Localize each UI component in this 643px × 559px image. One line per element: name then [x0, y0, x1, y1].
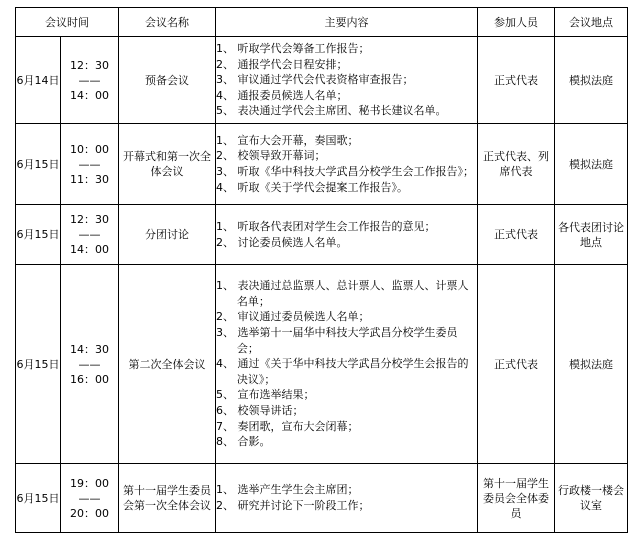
content-item: 3、 审议通过学代会代表资格审查报告；: [216, 73, 414, 87]
content-item: 4、 通过《关于华中科技大学武昌分校学生会报告的决议》；: [216, 357, 469, 386]
time-separator: ——: [78, 73, 101, 87]
time-start: 14：30: [70, 342, 109, 356]
header-time: 会议时间: [16, 8, 119, 37]
content-item: 5、 表决通过学代会主席团、秘书长建议名单。: [216, 104, 447, 118]
schedule-wrapper: [15, 7, 628, 533]
content-item: 2、 讨论委员候选人名单。: [216, 235, 348, 249]
meeting-content: [216, 464, 478, 533]
header-content: 主要内容: [216, 8, 478, 37]
meeting-name: 开幕式和第一次全体会议: [119, 124, 216, 205]
meeting-time: [61, 205, 119, 265]
meeting-schedule-table: [15, 7, 628, 533]
meeting-name: 分团讨论: [119, 205, 216, 265]
content-item: 3、 听取《华中科技大学武昌分校学生会工作报告》；: [216, 165, 474, 178]
time-start: 19：00: [70, 476, 109, 490]
content-item: 2、 校领导致开幕词；: [216, 149, 326, 163]
table-row: [16, 464, 628, 533]
meeting-date: 6月15日: [16, 265, 61, 464]
content-item: 1、 选举产生学生会主席团；: [216, 483, 359, 497]
time-end: 14：00: [70, 88, 109, 102]
table-row: [16, 265, 628, 464]
time-end: 16：00: [70, 372, 109, 386]
time-separator: ——: [78, 491, 101, 505]
meeting-location: 模拟法庭: [555, 265, 628, 464]
table-row: [16, 205, 628, 265]
meeting-date: 6月15日: [16, 464, 61, 533]
header-name: 会议名称: [119, 8, 216, 37]
meeting-content: [216, 37, 478, 124]
content-item: 1、 宣布大会开幕，奏国歌；: [216, 133, 359, 147]
time-start: 12：30: [70, 213, 109, 226]
meeting-time: [61, 265, 119, 464]
content-item: 2、 研究并讨论下一阶段工作；: [216, 499, 370, 512]
meeting-attendees: 正式代表: [478, 37, 555, 124]
meeting-content: [216, 265, 478, 464]
meeting-attendees: 正式代表: [478, 265, 555, 464]
meeting-time: [61, 124, 119, 205]
content-item: 2、 通报学代会日程安排；: [216, 57, 348, 71]
content-item: 2、 审议通过委员候选人名单；: [216, 310, 370, 324]
header-attendees: 参加人员: [478, 8, 555, 37]
time-separator: ——: [78, 228, 101, 241]
meeting-name: 预备会议: [119, 37, 216, 124]
time-end: 20：00: [70, 506, 109, 520]
meeting-location: 模拟法庭: [555, 37, 628, 124]
meeting-location: 各代表团讨论地点: [555, 205, 628, 265]
meeting-date: 6月15日: [16, 124, 61, 205]
time-start: 12：30: [70, 58, 109, 72]
meeting-attendees: 正式代表: [478, 205, 555, 265]
content-item: 4、 听取《关于学代会提案工作报告》。: [216, 180, 408, 194]
content-item: 8、 合影。: [216, 435, 271, 449]
header-location: 会议地点: [555, 8, 628, 37]
time-start: 10：00: [70, 142, 109, 156]
meeting-location: 行政楼一楼会议室: [555, 464, 628, 533]
meeting-content: [216, 205, 478, 265]
meeting-content: [216, 124, 478, 205]
content-item: 3、 选举第十一届华中科技大学武昌分校学生委员会；: [216, 326, 458, 355]
time-separator: ——: [78, 357, 101, 371]
meeting-name: 第十一届学生委员会第一次全体会议: [119, 464, 216, 533]
meeting-attendees: 第十一届学生委员会全体委员: [478, 464, 555, 533]
content-item: 1、 听取学代会筹备工作报告；: [216, 42, 370, 56]
content-item: 5、 宣布选举结果；: [216, 388, 315, 402]
meeting-name: 第二次全体会议: [119, 265, 216, 464]
time-end: 11：30: [70, 172, 109, 186]
table-row: [16, 37, 628, 124]
table-header-row: [16, 8, 628, 37]
content-item: 6、 校领导讲话；: [216, 403, 304, 417]
table-row: [16, 124, 628, 205]
time-separator: ——: [78, 157, 101, 171]
content-item: 1、 表决通过总监票人、总计票人、监票人、计票人名单；: [216, 279, 469, 308]
meeting-time: [61, 464, 119, 533]
content-item: 4、 通报委员候选人名单；: [216, 88, 348, 102]
meeting-time: [61, 37, 119, 124]
time-end: 14：00: [70, 243, 109, 256]
meeting-date: 6月14日: [16, 37, 61, 124]
meeting-date: 6月15日: [16, 205, 61, 265]
content-item: 7、 奏团歌，宣布大会闭幕；: [216, 419, 359, 433]
meeting-location: 模拟法庭: [555, 124, 628, 205]
content-item: 1、 听取各代表团对学生会工作报告的意见；: [216, 219, 436, 233]
meeting-attendees: 正式代表、列席代表: [478, 124, 555, 205]
